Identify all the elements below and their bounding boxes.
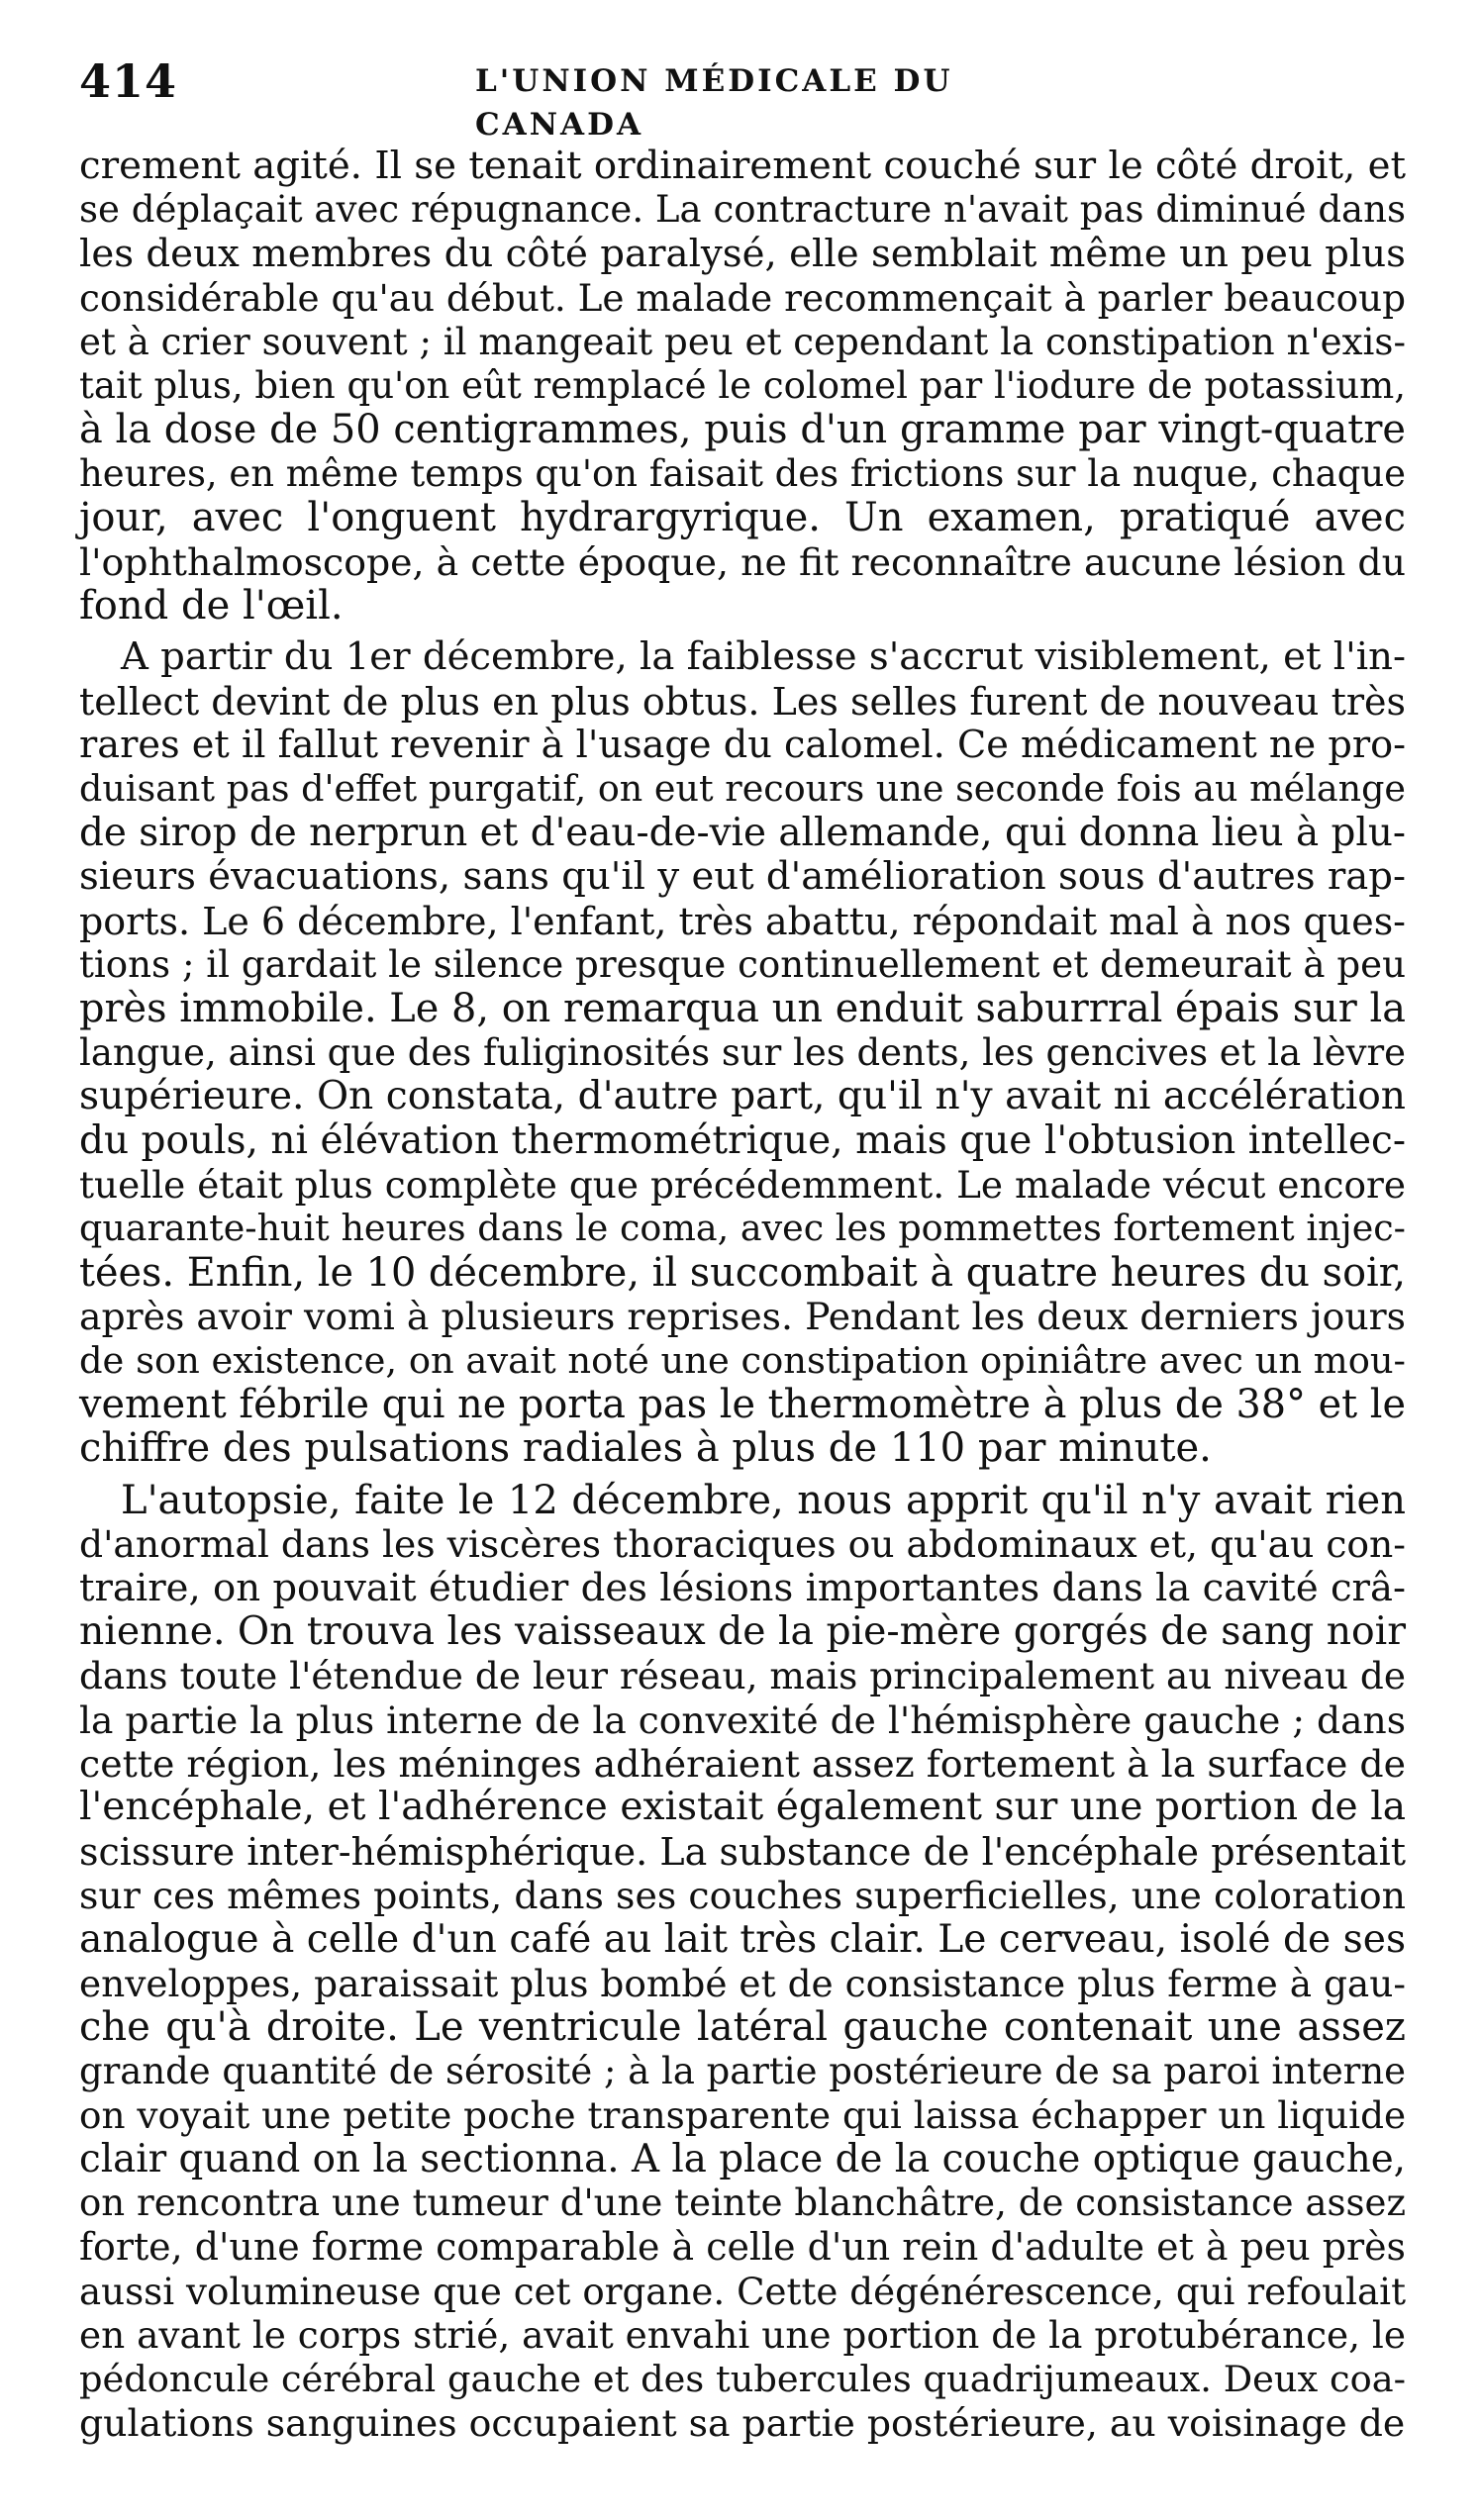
- text-line: duisant pas d'effet purgatif, on eut recours une seconde fois au mélange: [79, 767, 1406, 811]
- text-line: cette région, les méninges adhéraient assez fortement à la surface de: [79, 1742, 1407, 1787]
- text-line: supérieure. On constata, d'autre part, qu'il n'y avait ni accélération: [79, 1074, 1406, 1119]
- text-line: tellect devint de plus en plus obtus. Les selles furent de nouveau très: [79, 679, 1406, 724]
- text-line: traire, on pouvait étudier des lésions importantes dans la cavité crâ-: [79, 1565, 1406, 1610]
- text-line: vement fébrile qui ne porta pas le thermomètre à plus de 38° et le: [79, 1381, 1406, 1427]
- text-line: considérable qu'au début. Le malade recommençait à parler beaucoup: [79, 276, 1407, 321]
- paragraph: [79, 635, 1406, 1470]
- text-line: rares et il fallut revenir à l'usage du calomel. Ce médicament ne pro-: [79, 723, 1407, 768]
- text-line: de son existence, on avait noté une constipation opiniâtre avec un mou-: [79, 1338, 1406, 1382]
- text-line: gulations sanguines occupaient sa partie postérieure, au voisinage de: [79, 2400, 1406, 2445]
- text-line: chiffre des pulsations radiales à plus de 110 par minute.: [79, 1425, 1212, 1472]
- text-line: clair quand on la sectionna. A la place de la couche optique gauche,: [79, 2136, 1406, 2181]
- page-number: 414: [79, 54, 178, 108]
- text-line: l'encéphale, et l'adhérence existait également sur une portion de la: [79, 1785, 1406, 1830]
- text-line: à la dose de 50 centigrammes, puis d'un gramme par vingt-quatre: [79, 407, 1406, 453]
- text-line: près immobile. Le 8, on remarqua un enduit saburrral épais sur la: [79, 986, 1406, 1032]
- text-line: tuelle était plus complète que précédemment. Le malade vécut encore: [79, 1162, 1406, 1207]
- text-line: tions ; il gardait le silence presque continuellement et demeurait à peu: [79, 943, 1406, 987]
- text-line: on rencontra une tumeur d'une teinte blanchâtre, de consistance assez: [79, 2181, 1406, 2224]
- text-line: A partir du 1er décembre, la faiblesse s'accrut visiblement, et l'in-: [121, 634, 1406, 680]
- text-line: se déplaçait avec répugnance. La contracture n'avait pas diminué dans: [79, 188, 1406, 232]
- text-line: analogue à celle d'un café au lait très clair. Le cerveau, isolé de ses: [79, 1916, 1407, 1962]
- text-line: che qu'à droite. Le ventricule latéral gauche contenait une assez: [79, 2004, 1406, 2051]
- text-line: fond de l'œil.: [79, 582, 344, 629]
- text-line: dans toute l'étendue de leur réseau, mais principalement au niveau de: [79, 1654, 1406, 1698]
- text-line: du pouls, ni élévation thermométrique, mais que l'obtusion intellec-: [79, 1117, 1406, 1163]
- text-line: forte, d'une forme comparable à celle d'un rein d'adulte et à peu près: [79, 2225, 1406, 2270]
- text-line: ports. Le 6 décembre, l'enfant, très abattu, répondait mal à nos ques-: [79, 899, 1406, 943]
- text-line: sieurs évacuations, sans qu'il y eut d'amélioration sous d'autres rap-: [79, 854, 1406, 900]
- body-text: [79, 145, 1406, 2445]
- text-line: sur ces mêmes points, dans ses couches superficielles, une coloration: [79, 1874, 1406, 1918]
- text-line: l'ophthalmoscope, à cette époque, ne fit reconnaître aucune lésion du: [79, 539, 1406, 584]
- text-line: aussi volumineuse que cet organe. Cette dégénérescence, qui refoulait: [79, 2269, 1406, 2313]
- text-line: les deux membres du côté paralysé, elle semblait même un peu plus: [79, 231, 1406, 276]
- text-line: enveloppes, paraissait plus bombé et de consistance plus ferme à gau-: [79, 1962, 1406, 2006]
- text-line: L'autopsie, faite le 12 décembre, nous apprit qu'il n'y avait rien: [121, 1477, 1406, 1523]
- text-line: quarante-huit heures dans le coma, avec les pommettes fortement injec-: [79, 1207, 1406, 1250]
- text-line: la partie la plus interne de la convexité de l'hémisphère gauche ; dans: [79, 1697, 1406, 1742]
- text-line: grande quantité de sérosité ; à la partie postérieure de sa paroi interne: [79, 2049, 1406, 2092]
- journal-title: L'UNION MÉDICALE DU CANADA: [475, 63, 953, 143]
- text-line: crement agité. Il se tenait ordinairement couché sur le côté droit, et: [79, 144, 1406, 188]
- paragraph: [79, 1479, 1406, 2446]
- text-line: en avant le corps strié, avait envahi une portion de la protubérance, le: [79, 2313, 1406, 2358]
- text-line: pédoncule cérébral gauche et des tubercules quadrijumeaux. Deux coa-: [79, 2357, 1406, 2400]
- text-line: après avoir vomi à plusieurs reprises. Pendant les deux derniers jours: [79, 1295, 1406, 1339]
- text-line: jour, avec l'onguent hydrargyrique. Un examen, pratiqué avec: [79, 495, 1406, 541]
- text-line: tait plus, bien qu'on eût remplacé le colomel par l'iodure de potassium,: [79, 363, 1406, 407]
- text-line: scissure inter-hémisphérique. La substance de l'encéphale présentait: [79, 1829, 1406, 1874]
- paragraph: [79, 145, 1406, 628]
- text-line: langue, ainsi que des fuliginosités sur les dents, les gencives et la lèvre: [79, 1030, 1406, 1074]
- text-line: heures, en même temps qu'on faisait des frictions sur la nuque, chaque: [79, 451, 1406, 495]
- text-line: tées. Enfin, le 10 décembre, il succombait à quatre heures du soir,: [79, 1249, 1406, 1296]
- text-line: nienne. On trouva les vaisseaux de la pie-mère gorgés de sang noir: [79, 1608, 1406, 1654]
- text-line: on voyait une petite poche transparente qui laissa échapper un liquide: [79, 2093, 1407, 2138]
- text-line: de sirop de nerprun et d'eau-de-vie allemande, qui donna lieu à plu-: [79, 810, 1406, 855]
- running-head: [59, 51, 1089, 143]
- text-line: d'anormal dans les viscères thoraciques ou abdominaux et, qu'au con-: [79, 1522, 1406, 1567]
- text-line: et à crier souvent ; il mangeait peu et cependant la constipation n'exis-: [79, 320, 1406, 363]
